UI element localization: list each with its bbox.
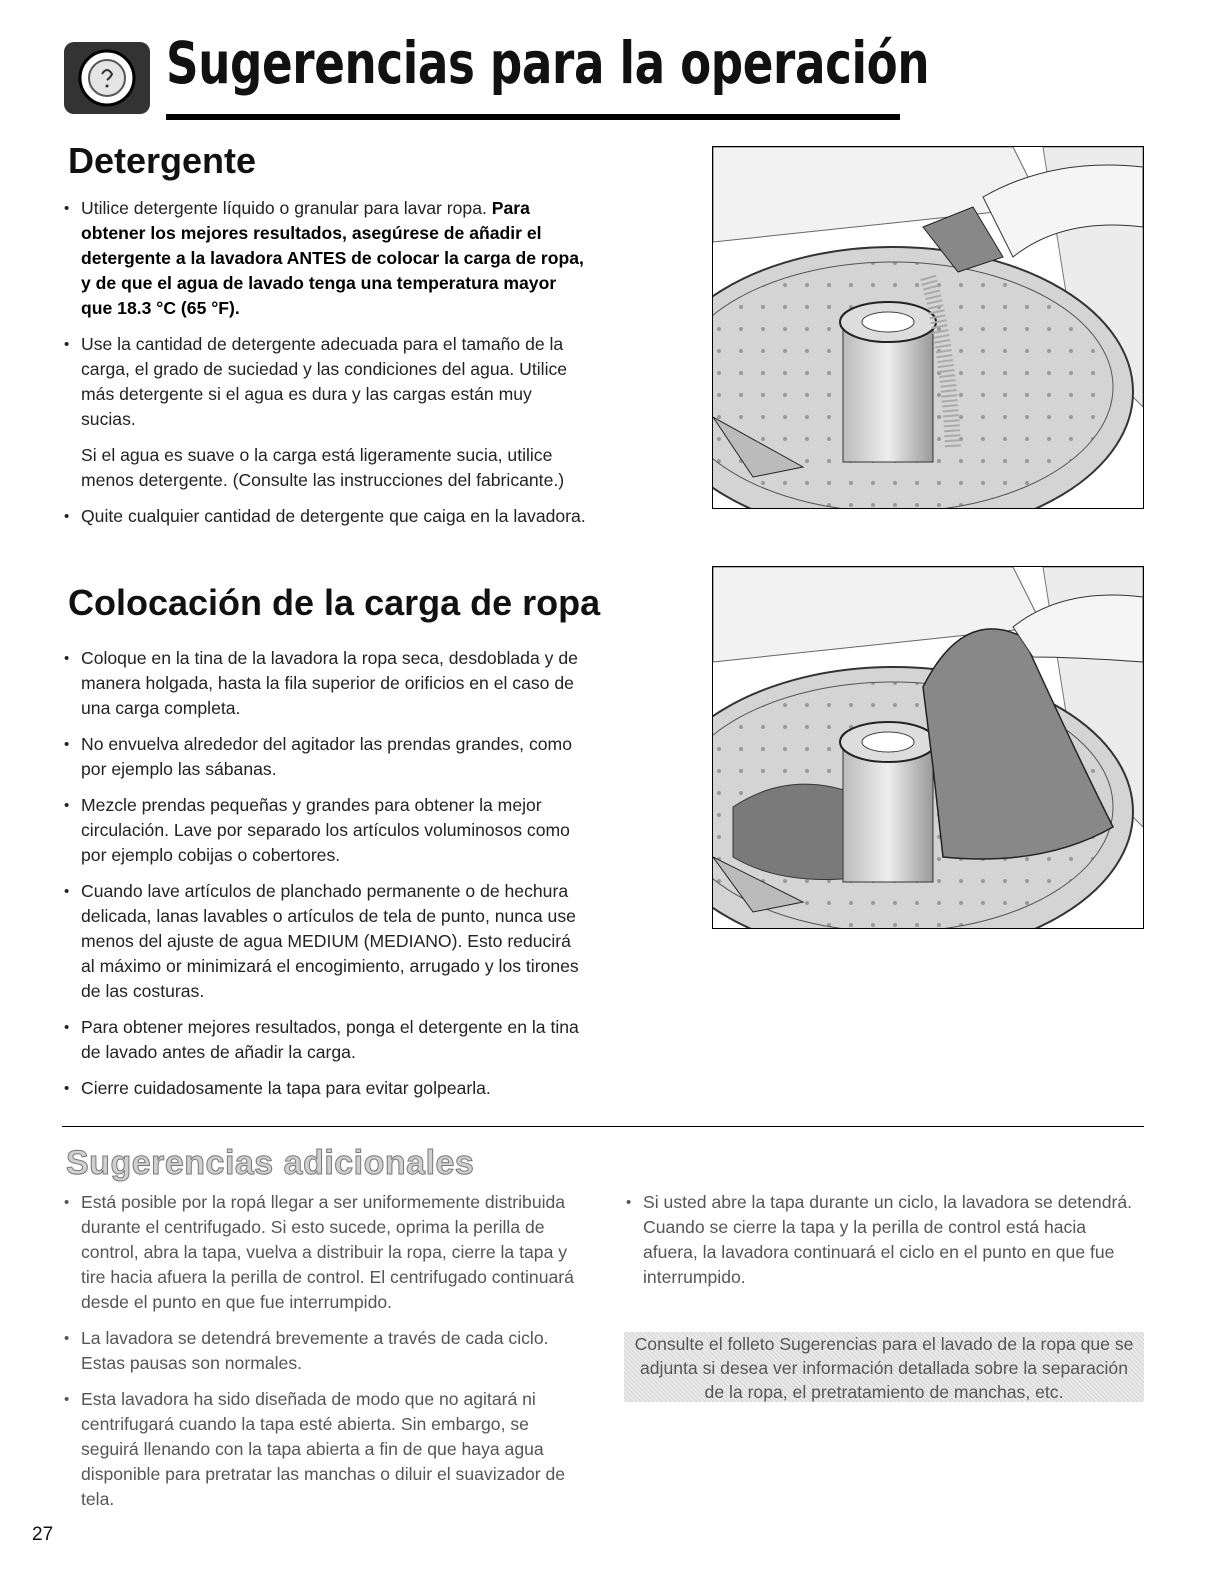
list-item: • Está posible por la ropá llegar a ser uniformemente distribuida durante el centrifugado. Si esto sucede, oprima la perilla de control, abra la tapa, vuelva a distribuir la ropa, cierre la tapa y tire hacia afuera la perilla de control. El centrifugado continuará desde el punto en que fue interrumpido.: [62, 1190, 587, 1315]
list-item: • Cuando lave artículos de planchado permanente o de hechura delicada, lanas lavables o artículos de tela de punto, nunca use menos del ajuste de agua MEDIUM (MEDIANO). Esto reducirá al máximo or minimizará el encogimiento, arrugado y los tirones de las costuras.: [62, 879, 587, 1004]
title-block: [62, 28, 930, 123]
bold-instruction: Para obtener los mejores resultados, asegúrese de añadir el detergente a la lavadora ANTES de colocar la carga de ropa, y de que el agua de lavado tenga una temperatura mayor que 18.3 °C (65 °F).: [81, 198, 584, 318]
note-box: Consulte el folleto Sugerencias para el lavado de la ropa que se adjunta si desea ver información detallada sobre la separación de la ropa, el pretratamiento de manchas, etc.: [624, 1332, 1144, 1402]
list-item: • La lavadora se detendrá brevemente a través de cada ciclo. Estas pausas son normales.: [62, 1326, 587, 1376]
adicionales-right-list: [624, 1190, 1134, 1301]
section-divider: [62, 1126, 1144, 1127]
title-underline: [166, 114, 900, 120]
washer-tip-icon: [62, 36, 152, 116]
list-item: • Mezcle prendas pequeñas y grandes para obtener la mejor circulación. Lave por separado los artículos voluminosos como por ejemplo cobijas o cobertores.: [62, 793, 587, 868]
list-item: • Quite cualquier cantidad de detergente que caiga en la lavadora.: [62, 504, 587, 529]
list-item: • Cierre cuidadosamente la tapa para evitar golpearla.: [62, 1076, 587, 1101]
list-item: • Para obtener mejores resultados, ponga el detergente en la tina de lavado antes de añadir la carga.: [62, 1015, 587, 1065]
list-item-extra: Si el agua es suave o la carga está ligeramente sucia, utilice menos detergente. (Consulte las instrucciones del fabricante.): [81, 445, 565, 490]
list-item: • Utilice detergente líquido o granular para lavar ropa. Para obtener los mejores resultados, asegúrese de añadir el detergente a la lavadora ANTES de colocar la carga de ropa, y de que el agua de lavado tenga una temperatura mayor que 18.3 °C (65 °F).: [62, 196, 587, 321]
colocacion-heading: Colocación de la carga de ropa: [68, 582, 601, 623]
detergente-heading: Detergente: [68, 140, 257, 181]
list-item: • Coloque en la tina de la lavadora la ropa seca, desdoblada y de manera holgada, hasta la fila superior de orificios en el caso de una carga completa.: [62, 646, 587, 721]
list-item: • No envuelva alrededor del agitador las prendas grandes, como por ejemplo las sábanas.: [62, 732, 587, 782]
list-item: • Use la cantidad de detergente adecuada para el tamaño de la carga, el grado de suciedad y las condiciones del agua. Utilice más detergente si el agua es dura y las cargas están muy sucias. Si el agua es suave o la carga está ligeramente sucia, utilice menos detergente. (Consulte las instrucciones del fabricante.): [62, 332, 587, 493]
page-title: Sugerencias para la operación: [166, 29, 930, 97]
page-number: 27: [32, 1524, 54, 1545]
loading-clothes-illustration: [712, 566, 1144, 929]
adicionales-left-list: [62, 1190, 587, 1523]
adicionales-heading: Sugerencias adicionales: [66, 1144, 475, 1182]
detergent-pouring-illustration: [712, 146, 1144, 509]
detergente-list: [62, 196, 587, 540]
list-item: • Si usted abre la tapa durante un ciclo, la lavadora se detendrá. Cuando se cierre la tapa y la perilla de control está hacia afuera, la lavadora continuará el ciclo en el punto en que fue interrumpido.: [624, 1190, 1134, 1290]
list-item: • Esta lavadora ha sido diseñada de modo que no agitará ni centrifugará cuando la tapa esté abierta. Sin embargo, se seguirá llenando con la tapa abierta a fin de que haya agua disponible para pretratar las manchas o diluir el suavizador de tela.: [62, 1387, 587, 1512]
colocacion-list: [62, 646, 587, 1112]
